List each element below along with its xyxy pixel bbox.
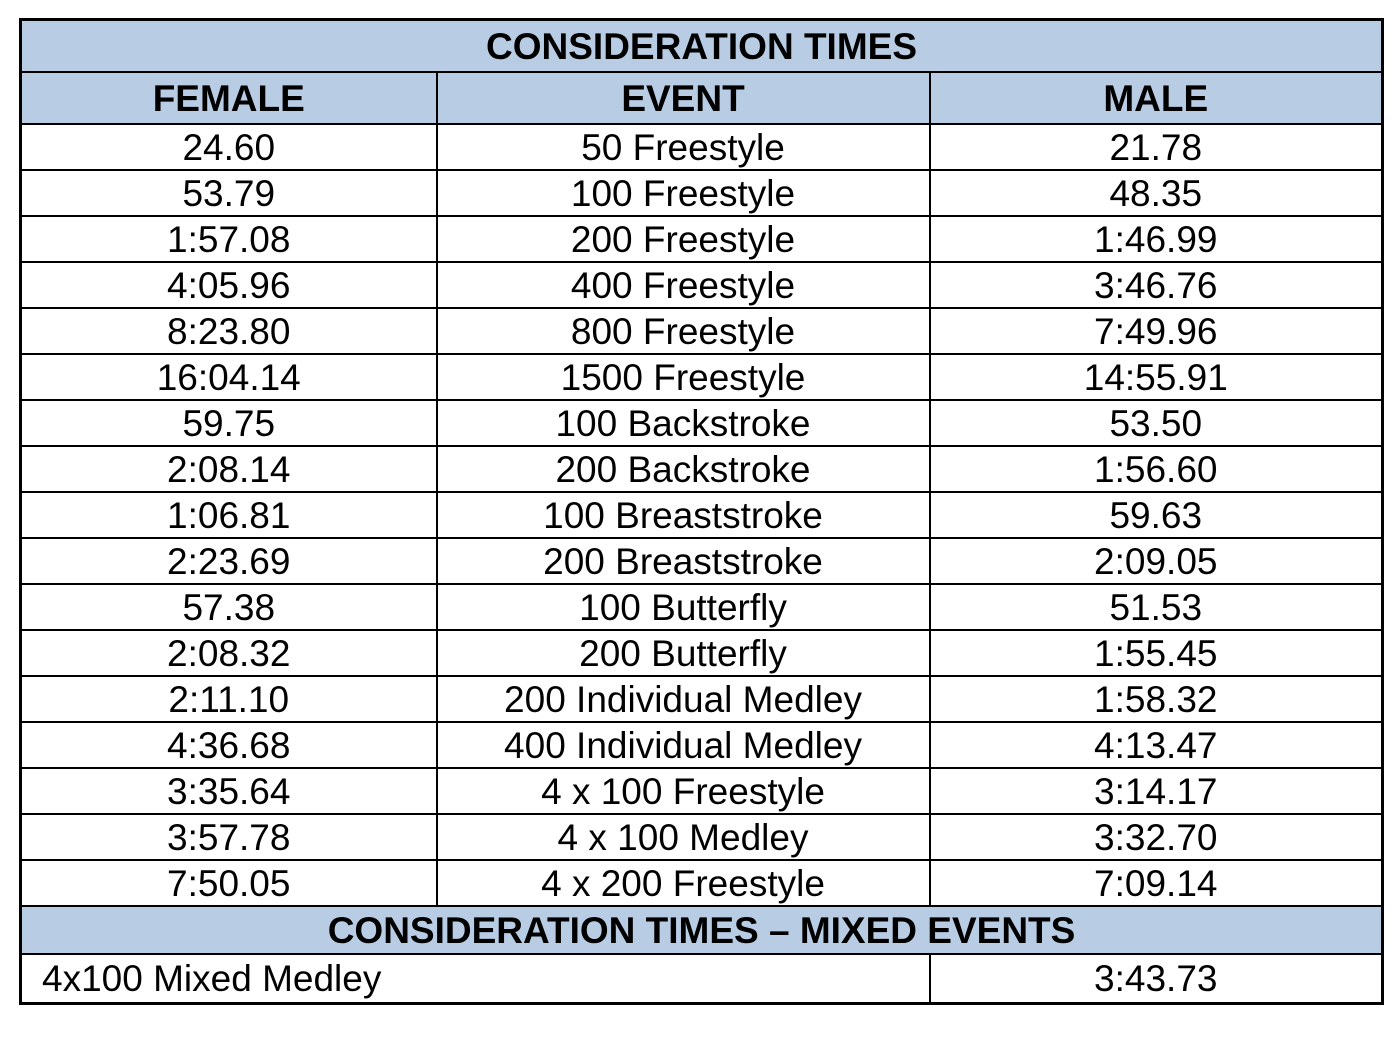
table-row <box>21 124 1383 170</box>
mixed-table-row <box>21 954 1383 1004</box>
times-body <box>21 124 1383 906</box>
event-name-cell: 400 Freestyle <box>437 262 930 308</box>
female-time-cell: 24.60 <box>21 124 437 170</box>
female-time-cell: 2:11.10 <box>21 676 437 722</box>
mixed-time-cell: 3:43.73 <box>930 954 1383 1004</box>
event-name-cell: 100 Freestyle <box>437 170 930 216</box>
male-time-cell: 2:09.05 <box>930 538 1383 584</box>
consideration-times-table <box>19 18 1384 1005</box>
female-time-cell: 7:50.05 <box>21 860 437 906</box>
event-name-cell: 200 Butterfly <box>437 630 930 676</box>
event-name-cell: 4 x 100 Medley <box>437 814 930 860</box>
male-time-cell: 3:14.17 <box>930 768 1383 814</box>
table-row <box>21 584 1383 630</box>
male-time-cell: 51.53 <box>930 584 1383 630</box>
table-row <box>21 538 1383 584</box>
female-time-cell: 59.75 <box>21 400 437 446</box>
table-row <box>21 860 1383 906</box>
female-time-cell: 2:08.14 <box>21 446 437 492</box>
male-time-cell: 1:55.45 <box>930 630 1383 676</box>
mixed-title-row <box>21 906 1383 954</box>
female-time-cell: 4:36.68 <box>21 722 437 768</box>
mixed-event-name-cell: 4x100 Mixed Medley <box>21 954 930 1004</box>
table-row <box>21 492 1383 538</box>
female-time-cell: 1:06.81 <box>21 492 437 538</box>
table-row <box>21 262 1383 308</box>
male-time-cell: 48.35 <box>930 170 1383 216</box>
event-name-cell: 1500 Freestyle <box>437 354 930 400</box>
male-time-cell: 1:46.99 <box>930 216 1383 262</box>
title-row <box>21 20 1383 73</box>
column-header-male: MALE <box>930 72 1383 124</box>
column-header-event: EVENT <box>437 72 930 124</box>
table-row <box>21 308 1383 354</box>
table-title: CONSIDERATION TIMES <box>21 20 1383 73</box>
male-time-cell: 59.63 <box>930 492 1383 538</box>
female-time-cell: 53.79 <box>21 170 437 216</box>
female-time-cell: 16:04.14 <box>21 354 437 400</box>
event-name-cell: 200 Freestyle <box>437 216 930 262</box>
column-header-row <box>21 72 1383 124</box>
event-name-cell: 100 Breaststroke <box>437 492 930 538</box>
event-name-cell: 4 x 200 Freestyle <box>437 860 930 906</box>
male-time-cell: 7:49.96 <box>930 308 1383 354</box>
table-row <box>21 446 1383 492</box>
event-name-cell: 200 Breaststroke <box>437 538 930 584</box>
male-time-cell: 1:56.60 <box>930 446 1383 492</box>
female-time-cell: 57.38 <box>21 584 437 630</box>
column-header-female: FEMALE <box>21 72 437 124</box>
event-name-cell: 100 Backstroke <box>437 400 930 446</box>
male-time-cell: 53.50 <box>930 400 1383 446</box>
event-name-cell: 100 Butterfly <box>437 584 930 630</box>
female-time-cell: 3:35.64 <box>21 768 437 814</box>
female-time-cell: 4:05.96 <box>21 262 437 308</box>
male-time-cell: 7:09.14 <box>930 860 1383 906</box>
male-time-cell: 1:58.32 <box>930 676 1383 722</box>
female-time-cell: 1:57.08 <box>21 216 437 262</box>
event-name-cell: 400 Individual Medley <box>437 722 930 768</box>
male-time-cell: 3:46.76 <box>930 262 1383 308</box>
female-time-cell: 8:23.80 <box>21 308 437 354</box>
table-row <box>21 814 1383 860</box>
mixed-section-title: CONSIDERATION TIMES – MIXED EVENTS <box>21 906 1383 954</box>
male-time-cell: 4:13.47 <box>930 722 1383 768</box>
table-row <box>21 630 1383 676</box>
table-row <box>21 768 1383 814</box>
event-name-cell: 200 Individual Medley <box>437 676 930 722</box>
event-name-cell: 200 Backstroke <box>437 446 930 492</box>
table-row <box>21 216 1383 262</box>
male-time-cell: 3:32.70 <box>930 814 1383 860</box>
mixed-body <box>21 906 1383 1004</box>
female-time-cell: 2:23.69 <box>21 538 437 584</box>
table-row <box>21 722 1383 768</box>
event-name-cell: 50 Freestyle <box>437 124 930 170</box>
female-time-cell: 3:57.78 <box>21 814 437 860</box>
event-name-cell: 4 x 100 Freestyle <box>437 768 930 814</box>
table-row <box>21 400 1383 446</box>
table-row <box>21 676 1383 722</box>
table-row <box>21 170 1383 216</box>
event-name-cell: 800 Freestyle <box>437 308 930 354</box>
male-time-cell: 14:55.91 <box>930 354 1383 400</box>
male-time-cell: 21.78 <box>930 124 1383 170</box>
female-time-cell: 2:08.32 <box>21 630 437 676</box>
table-row <box>21 354 1383 400</box>
